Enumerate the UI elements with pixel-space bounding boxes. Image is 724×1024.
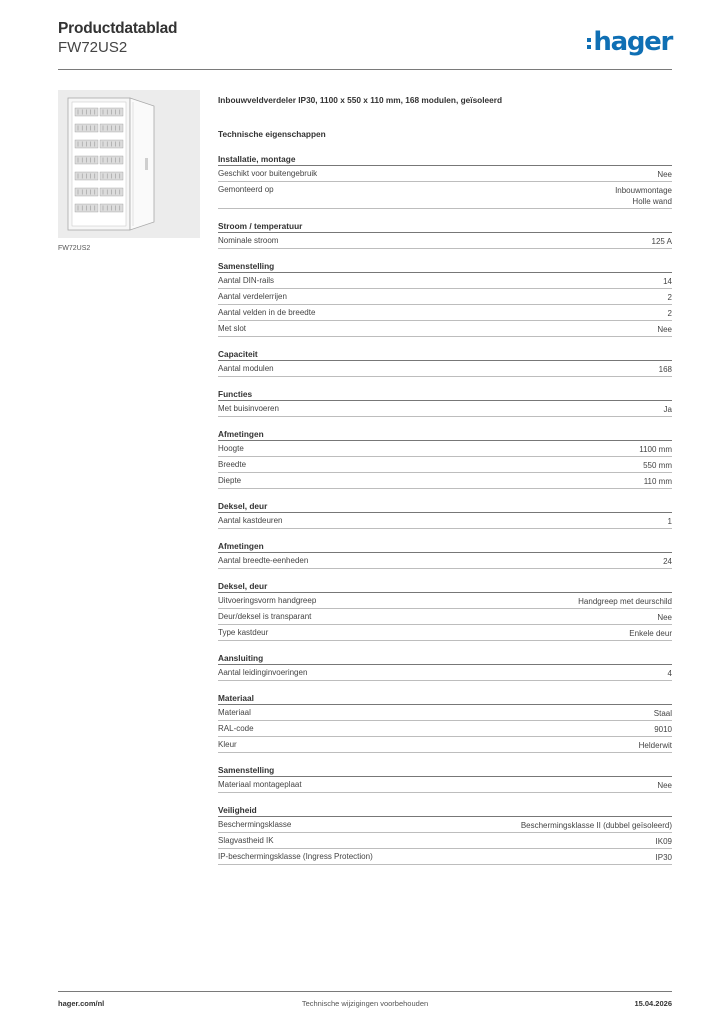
property-row	[218, 705, 672, 721]
property-value	[664, 404, 672, 415]
property-label: Met buisinvoeren	[218, 403, 279, 413]
property-row	[218, 833, 672, 849]
property-label: Aantal DIN-rails	[218, 275, 275, 285]
group-title: Functies	[218, 388, 672, 401]
property-value	[578, 596, 672, 607]
property-value	[656, 852, 672, 863]
property-row	[218, 817, 672, 833]
property-value-line: 24	[663, 556, 672, 566]
property-label: Geschikt voor buitengebruik	[218, 168, 318, 178]
group-title: Capaciteit	[218, 348, 672, 361]
property-value	[657, 612, 672, 623]
group-rows	[218, 553, 672, 569]
property-value-line: Nee	[657, 780, 672, 790]
property-label: Aantal leidinginvoeringen	[218, 667, 308, 677]
property-value-line: 125 A	[651, 236, 672, 246]
group-rows	[218, 593, 672, 641]
property-label: Aantal kastdeuren	[218, 515, 283, 525]
property-label: Kleur	[218, 739, 237, 749]
property-row	[218, 457, 672, 473]
property-value	[668, 292, 672, 303]
property-label: Aantal velden in de breedte	[218, 307, 316, 317]
property-row	[218, 305, 672, 321]
property-value-line: 168	[658, 364, 672, 374]
property-label: RAL-code	[218, 723, 254, 733]
property-value-line: 9010	[654, 724, 672, 734]
property-row	[218, 166, 672, 182]
group-title: Installatie, montage	[218, 153, 672, 166]
property-value-line: 110 mm	[643, 476, 672, 486]
property-row	[218, 625, 672, 641]
property-value-line: IP30	[655, 852, 672, 862]
property-row	[218, 233, 672, 249]
property-row	[218, 401, 672, 417]
property-value	[654, 724, 672, 735]
property-value-line: Nee	[657, 612, 672, 622]
group-title: Deksel, deur	[218, 500, 672, 513]
property-value	[652, 236, 672, 247]
property-value-line: Inbouwmontage	[615, 185, 672, 195]
group-rows	[218, 166, 672, 209]
property-value-line: 1	[667, 516, 672, 526]
property-label: Beschermingsklasse	[218, 819, 292, 829]
property-value-line: 550 mm	[643, 460, 672, 470]
property-value	[663, 276, 672, 287]
property-label: Aantal breedte-eenheden	[218, 555, 309, 565]
logo-dots-icon	[587, 38, 591, 49]
group-rows	[218, 665, 672, 681]
property-label: Uitvoeringsvorm handgreep	[218, 595, 317, 605]
footer-divider	[58, 991, 672, 992]
page-header	[58, 20, 672, 70]
property-row	[218, 441, 672, 457]
property-value	[657, 169, 672, 180]
property-row	[218, 473, 672, 489]
group-title: Deksel, deur	[218, 580, 672, 593]
property-value-line: Nee	[657, 169, 672, 179]
property-value	[657, 780, 672, 791]
property-value-line: IK09	[655, 836, 672, 846]
property-row	[218, 777, 672, 793]
property-label: Deur/deksel is transparant	[218, 611, 312, 621]
property-label: Aantal modulen	[218, 363, 274, 373]
property-row	[218, 553, 672, 569]
section-title: Technische eigenschappen	[218, 129, 326, 139]
group-rows	[218, 361, 672, 377]
group-title: Stroom / temperatuur	[218, 220, 672, 233]
property-row	[218, 737, 672, 753]
property-label: Materiaal montageplaat	[218, 779, 302, 789]
image-caption: FW72US2	[58, 245, 91, 252]
property-value	[639, 740, 672, 751]
property-value-line: 2	[667, 308, 672, 318]
property-value-line: Staal	[653, 708, 672, 718]
group-rows	[218, 233, 672, 249]
property-row	[218, 289, 672, 305]
property-label: Aantal verdelerrijen	[218, 291, 287, 301]
property-value-line: Helderwit	[638, 740, 672, 750]
header-divider	[58, 69, 672, 70]
group-title: Materiaal	[218, 692, 672, 705]
logo-text: hager	[593, 27, 672, 57]
distribution-board-illustration	[58, 90, 200, 238]
property-row	[218, 273, 672, 289]
property-label: Met slot	[218, 323, 247, 333]
group-rows	[218, 777, 672, 793]
datasheet-content	[218, 95, 672, 876]
property-label: Diepte	[218, 475, 242, 485]
group-rows	[218, 705, 672, 753]
property-label: Slagvastheid IK	[218, 835, 274, 845]
product-image	[58, 90, 200, 238]
document-title: Productdatablad	[58, 20, 178, 37]
property-groups	[218, 153, 672, 865]
property-value	[643, 460, 672, 471]
group-title: Samenstelling	[218, 260, 672, 273]
property-value-line: 4	[667, 668, 672, 678]
page-footer	[58, 999, 672, 1011]
group-rows	[218, 273, 672, 337]
group-title: Samenstelling	[218, 764, 672, 777]
property-value	[668, 668, 672, 679]
property-row	[218, 593, 672, 609]
property-value	[657, 324, 672, 335]
property-value-line: 1100 mm	[639, 444, 672, 454]
property-value-line: Handgreep met deurschild	[578, 596, 672, 606]
property-row	[218, 182, 672, 209]
property-value	[656, 836, 672, 847]
footer-disclaimer: Technische wijzigingen voorbehouden	[301, 999, 429, 1008]
property-row	[218, 665, 672, 681]
product-code: FW72US2	[58, 39, 128, 56]
property-value-line: Beschermingsklasse II (dubbel geïsoleerd)	[520, 820, 672, 830]
property-row	[218, 849, 672, 865]
property-value	[644, 476, 672, 487]
property-label: Materiaal	[218, 707, 251, 717]
property-label: IP-beschermingsklasse (Ingress Protection)	[218, 851, 373, 861]
property-row	[218, 721, 672, 737]
property-label: Breedte	[218, 459, 247, 469]
property-value	[668, 516, 672, 527]
product-title: Inbouwveldverdeler IP30, 1100 x 550 x 110 mm, 168 modulen, geïsoleerd	[218, 95, 503, 105]
hager-logo[interactable]	[587, 27, 672, 57]
property-row	[218, 361, 672, 377]
property-row	[218, 513, 672, 529]
group-rows	[218, 441, 672, 489]
property-value	[654, 708, 672, 719]
group-title: Aansluiting	[218, 652, 672, 665]
footer-date: 15.04.2026	[634, 999, 672, 1008]
group-rows	[218, 817, 672, 865]
group-rows	[218, 401, 672, 417]
group-title: Afmetingen	[218, 428, 672, 441]
property-value-line: 2	[667, 292, 672, 302]
property-value-line: Holle wand	[632, 196, 672, 206]
property-label: Nominale stroom	[218, 235, 279, 245]
property-value	[639, 444, 672, 455]
footer-website[interactable]: hager.com/nl	[58, 999, 105, 1008]
group-title: Afmetingen	[218, 540, 672, 553]
property-value	[615, 185, 672, 207]
property-value	[663, 556, 672, 567]
property-label: Hoogte	[218, 443, 244, 453]
property-row	[218, 321, 672, 337]
group-rows	[218, 513, 672, 529]
property-value-line: Ja	[663, 404, 672, 414]
property-value	[629, 628, 672, 639]
property-row	[218, 609, 672, 625]
property-value-line: Nee	[657, 324, 672, 334]
property-value	[521, 820, 672, 831]
property-value	[668, 308, 672, 319]
property-value	[659, 364, 672, 375]
property-value-line: 14	[663, 276, 672, 286]
property-label: Gemonteerd op	[218, 184, 274, 194]
property-label: Type kastdeur	[218, 627, 269, 637]
property-value-line: Enkele deur	[629, 628, 672, 638]
group-title: Veiligheid	[218, 804, 672, 817]
